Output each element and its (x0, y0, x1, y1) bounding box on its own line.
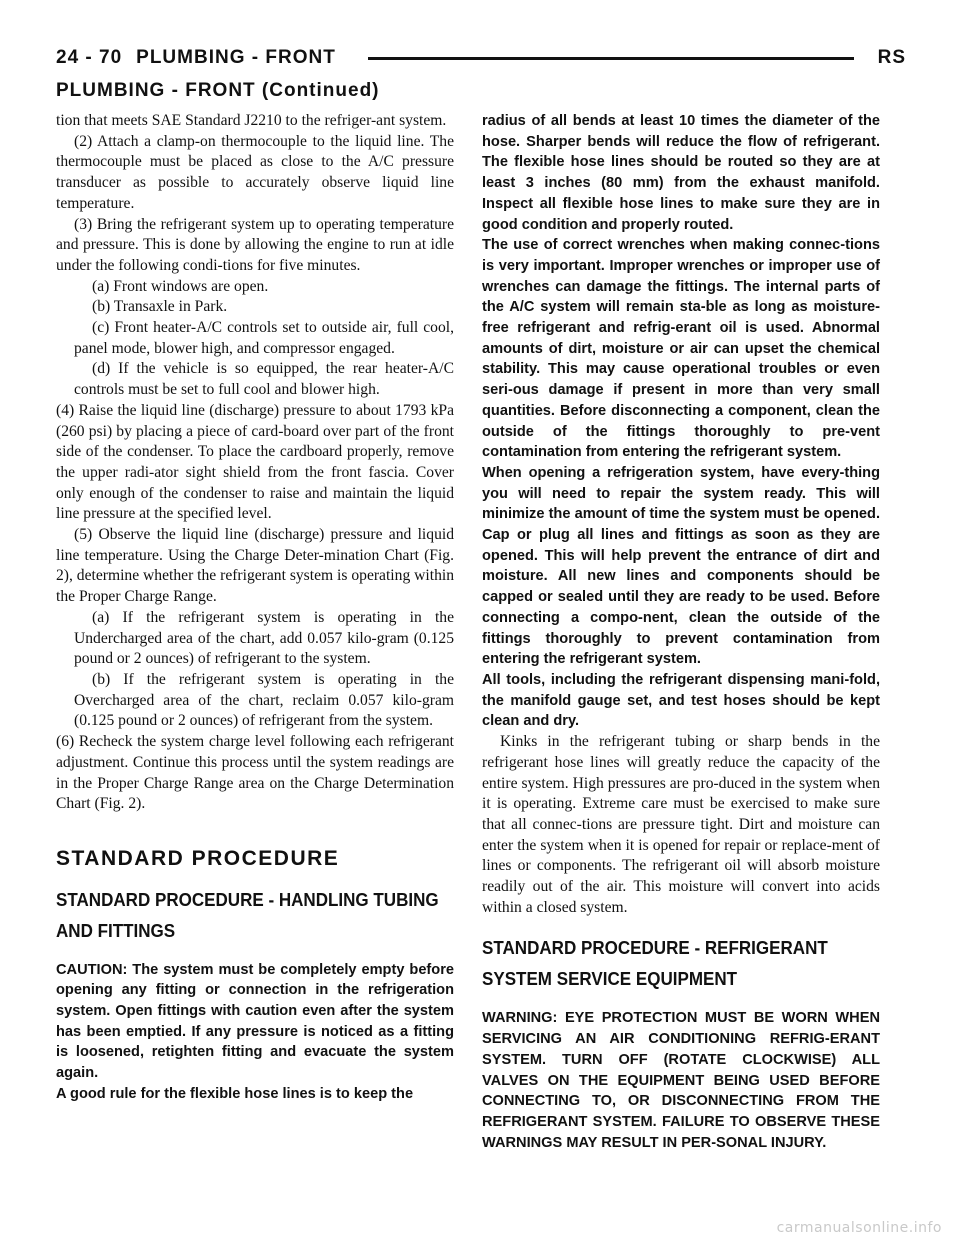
step-3c: (c) Front heater-A/C controls set to outside air, full cool, panel mode, blower high, and compressor engaged. (74, 319, 454, 357)
step-3a: (a) Front windows are open. (92, 277, 269, 295)
bend-rule-continued: radius of all bends at least 10 times the diameter of the hose. Sharper bends will reduce the flow of refrigerant. The flexible hose lines should be routed so they are at least 3 inches (80 mm) from the exhaust manifold. Inspect all flexible hose lines to make sure they are in good condition and properly routed. (482, 113, 880, 233)
section-title: PLUMBING - FRONT (136, 47, 336, 68)
step-6: (6) Recheck the system charge level following each refrigerant adjustment. Continue this process until the system readings are in the Proper Charge Range area on the Charge Determination Chart (Fig. 2). (56, 733, 454, 813)
step-3b: (b) Transaxle in Park. (92, 298, 228, 316)
left-column (56, 111, 454, 1105)
step-4: (4) Raise the liquid line (discharge) pressure to about 1793 kPa (260 psi) by placing a piece of card-board over part of the front side of the condenser. To place the cardboard properly, remove the upper radi-ator sight shield from the front fascia. Cover only enough of the condenser to raise and maintain the liquid line pressure at the specified level. (56, 401, 454, 523)
header-rule (368, 57, 854, 60)
page-header (56, 47, 906, 75)
subsection-heading: STANDARD PROCEDURE - HANDLING TUBING AND FITTINGS (56, 888, 439, 941)
caution-note: CAUTION: The system must be completely empty before opening any fitting or connection in the refrigeration system. Open fittings with caution even after the system has been emptied. If any pressure is noticed as a fitting is loosened, retighten fitting and evacuate the system again. (56, 961, 454, 1082)
tools-note: All tools, including the refrigerant dispensing mani-fold, the manifold gauge set, and test hoses should be kept clean and dry. (482, 671, 880, 730)
kinks-paragraph: Kinks in the refrigerant tubing or sharp bends in the refrigerant hose lines will greatly reduce the capacity of the entire system. High pressures are pro-duced in the system when it is operating. Extreme care must be exercised to make sure that all connec-tions are pressure tight. Dirt and moisture can enter the system when it is opened for repair or replace-ment of lines or components. The refrigerant oil will absorb moisture readily out of the air. This moisture will convert into acids within a closed system. (482, 733, 880, 916)
step-5a: (a) If the refrigerant system is operating in the Undercharged area of the chart, add 0.057 kilo-gram (0.125 pound or 2 ounces) of refrigerant to the system. (74, 608, 454, 668)
right-column (482, 111, 880, 1153)
section-heading: STANDARD PROCEDURE (56, 846, 340, 870)
step-5b: (b) If the refrigerant system is operating in the Overcharged area of the chart, reclaim 0.057 kilo-gram (0.125 pound or 2 ounces) of refrigerant from the system. (74, 670, 454, 730)
step-2: (2) Attach a clamp-on thermocouple to the liquid line. The thermocouple must be placed as close to the A/C pressure transducer as possible to accurately observe liquid line temperature. (56, 132, 454, 212)
subsection-heading: STANDARD PROCEDURE - REFRIGERANT SYSTEM SERVICE EQUIPMENT (482, 937, 828, 990)
page-number: 24 - 70 (56, 47, 123, 68)
model-code: RS (877, 47, 906, 68)
bend-rule-note: A good rule for the flexible hose lines is to keep the (56, 1085, 414, 1102)
paragraph: tion that meets SAE Standard J2210 to the refriger-ant system. (56, 112, 447, 129)
continued-title: PLUMBING - FRONT (Continued) (56, 80, 380, 101)
step-5: (5) Observe the liquid line (discharge) pressure and liquid line temperature. Using the Charge Deter-mination Chart (Fig. 2), determine whether the refrigerant system is operating within the Proper Charge Range. (56, 526, 454, 606)
watermark: carmanualsonline.info (776, 1220, 942, 1236)
warning-note: WARNING: EYE PROTECTION MUST BE WORN WHEN SERVICING AN AIR CONDITIONING REFRIG-ERANT SYSTEM. TURN OFF (ROTATE CLOCKWISE) ALL VALVES ON THE EQUIPMENT BEING USED BEFORE CONNECTING TO, OR DISCONNECTING FROM THE REFRIGERANT SYSTEM. FAILURE TO OBSERVE THESE WARNINGS MAY RESULT IN PER-SONAL INJURY. (482, 1010, 880, 1151)
step-3: (3) Bring the refrigerant system up to operating temperature and pressure. This is done by allowing the engine to run at idle under the following condi-tions for five minutes. (56, 215, 454, 274)
header-left (56, 47, 336, 69)
step-3d: (d) If the vehicle is so equipped, the rear heater-A/C controls must be set to full cool and blower high. (74, 360, 454, 399)
wrenches-note: The use of correct wrenches when making connec-tions is very important. Improper wrenches or improper use of wrenches can damage the fittings. The internal parts of the A/C system will remain sta-ble as long as moisture-free refrigerant and refrig-erant oil is used. Abnormal amounts of dirt, moisture or air can upset the chemical stability. This may cause operational troubles or even seri-ous damage if present in more than very small quantities. Before disconnecting a component, clean the outside of the fittings thoroughly to pre-vent contamination from entering the refrigerant system. (482, 237, 880, 461)
opening-system-note: When opening a refrigeration system, have every-thing you will need to repair the system ready. This will minimize the amount of time the system must be opened. Cap or plug all lines and fittings as soon as they are opened. This will help prevent the entrance of dirt and moisture. All new lines and components should be capped or sealed until they are ready to be used. Before connecting a compo-nent, clean the outside of the fittings thoroughly to prevent contamination from entering the refrigerant system. (482, 464, 880, 668)
